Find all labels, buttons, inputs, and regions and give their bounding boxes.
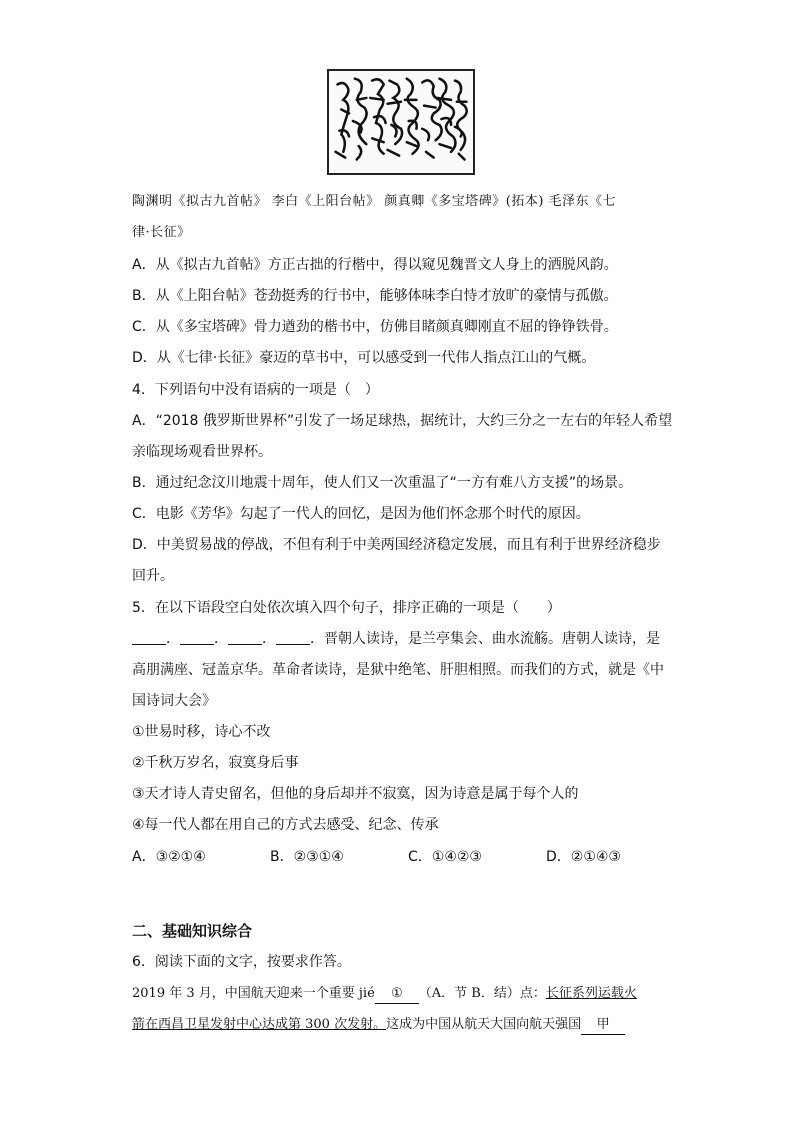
fill-blank	[180, 630, 214, 645]
q5-choices	[132, 848, 684, 866]
q4-option-d-line1: D．中美贸易战的停战，不但有利于中美两国经济稳定发展，而且有利于世界经济稳步	[132, 537, 661, 553]
q3-option-d: D．从《七律·长征》豪迈的草书中，可以感受到一代伟人指点江山的气概。	[132, 350, 596, 366]
caption-line-1: 陶渊明《拟古九首帖》 李白《上阳台帖》 颜真卿《多宝塔碑》(拓本) 毛泽东《七	[132, 194, 617, 209]
fill-blank	[228, 630, 262, 645]
q5-choice-b: B．②③①④	[270, 849, 344, 865]
q4-option-b: B．通过纪念汶川地震十周年，使人们又一次重温了“一方有难八方支援”的场景。	[132, 475, 633, 491]
q5-choice-a: A．③②①④	[132, 849, 206, 865]
q5-sentence-4: ④每一代人都在用自己的方式去感受、纪念、传承	[132, 817, 439, 833]
answer-blank-jia: 甲	[581, 1016, 625, 1035]
q5-sentence-2: ②千秋万岁名，寂寞身后事	[132, 755, 299, 771]
q6-stem: 6．阅读下面的文字，按要求作答。	[132, 954, 351, 970]
q4-option-d-line2: 回升。	[132, 568, 174, 584]
q4-stem: 4．下列语句中没有语病的一项是（ ）	[132, 382, 379, 398]
q6-underlined-text-1: 长征系列运载火	[545, 986, 637, 1001]
q4-option-a-line1: A．“2018 俄罗斯世界杯”引发了一场足球热，据统计，大约三分之一左右的年轻人希望	[132, 413, 673, 429]
q5-choice-d: D．②①④③	[546, 849, 621, 865]
answer-blank-1: ①	[375, 985, 419, 1004]
q6-passage-line2	[132, 1016, 625, 1035]
fill-blank	[276, 630, 310, 645]
q5-choice-c: C．①④②③	[408, 849, 482, 865]
q6-text-c: 这成为中国从航天大国向航天强国	[386, 1017, 582, 1032]
q4-option-a-line2: 亲临现场观看世界杯。	[132, 444, 272, 460]
caption-line-2: 律·长征》	[132, 225, 191, 240]
q5-stem: 5．在以下语段空白处依次填入四个句子，排序正确的一项是（ ）	[132, 600, 561, 616]
q5-sentence-3: ③天才诗人青史留名，但他的身后却并不寂寞，因为诗意是属于每个人的	[132, 786, 579, 802]
q5-passage-line1: ． ． ． ．晋朝人读诗，是兰亭集会、曲水流觞。唐朝人读诗，是	[132, 630, 660, 648]
q6-underlined-text-2: 箭在西昌卫星发射中心达成第 300 次发射。	[132, 1017, 387, 1032]
q5-passage-text: ．晋朝人读诗，是兰亭集会、曲水流觞。唐朝人读诗，是	[310, 631, 660, 647]
fill-blank	[132, 630, 166, 645]
calligraphy-image	[327, 69, 475, 175]
q5-passage-line2: 高朋满座、冠盖京华。革命者读诗，是狱中绝笔、肝胆相照。而我们的方式，就是《中	[132, 662, 664, 678]
q3-option-b: B．从《上阳台帖》苍劲挺秀的行书中，能够体味李白恃才放旷的豪情与孤傲。	[132, 288, 618, 304]
section-heading: 二、基础知识综合	[132, 922, 253, 940]
q4-option-c: C．电影《芳华》勾起了一代人的回忆，是因为他们怀念那个时代的原因。	[132, 506, 590, 522]
q6-passage-line1	[132, 985, 637, 1004]
q5-passage-line3: 国诗词大会》	[132, 693, 216, 709]
q3-option-c: C．从《多宝塔碑》骨力遒劲的楷书中，仿佛目睹颜真卿刚直不屈的铮铮铁骨。	[132, 319, 618, 335]
q6-text-b: （A．节 B．结）点：	[418, 986, 546, 1001]
calligraphy-strokes	[329, 71, 473, 173]
q6-text-a: 2019 年 3 月，中国航天迎来一个重要 jié	[132, 986, 375, 1001]
q5-sentence-1: ①世易时移，诗心不改	[132, 724, 271, 740]
q3-option-a: A．从《拟古九首帖》方正古拙的行楷中，得以窥见魏晋文人身上的洒脱风韵。	[132, 257, 618, 273]
